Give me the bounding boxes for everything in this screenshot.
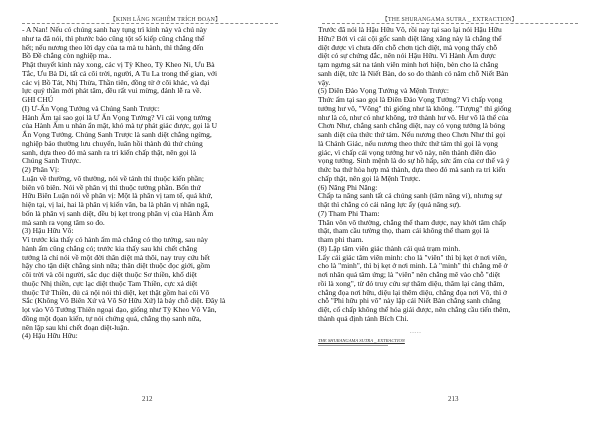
text-line: diệt, cố chấp không thể hóa giải được, nên chẳng cầu tiến thêm, [318,305,511,314]
text-line: thành quả định tánh Bích Chi. [318,313,409,323]
text-line: (2) Phân Vị: [22,165,60,174]
text-line: Lấy cái giác tâm viên minh: cho là "viên" thì bị kẹt ở nơi viên, [318,252,507,262]
right-page-number: 213 [448,395,459,403]
left-page-header: 【KINH LĂNG NGHIÊM TRÍCH ĐOẠN】 [110,17,221,23]
text-line: sanh diệt, tức là Niết Bàn, do so đo thành có năm chỗ Niết Bàn [318,68,509,78]
left-page-number: 212 [142,395,153,403]
header-divider [22,23,278,24]
text-line: Sắc (Không Vô Biên Xứ và Vô Sở Hữu Xứ) là bảy chỗ diệt. Đây là [22,296,226,306]
text-line: nên lập sau khi chết đoạn diệt-luận. [22,322,130,332]
text-line: (3) Hậu Hữu Vô: [22,226,74,236]
text-line: đồng một đọan kiến, tự nói chứng quả, chẳng thọ sanh nữa, [22,313,202,323]
text-line: Phật thuyết kinh này xong, các vị Tỳ Kheo, Tỳ Kheo Ni, Ưu Bà [22,60,215,69]
text-line: nghiệp báo thường lưu chuyển, luân hồi thành đủ thứ chúng [22,138,203,148]
text-line: biên vô biên. Nói về phân vị thì thuộc tướng phần. Bốn thứ [22,182,201,192]
text-line: như ta đã nói, thì phước báo cũng tột số kiếp cũng chẳng thể [22,33,205,43]
text-line: sanh diệt của thức thứ tám. Nếu nương theo Chơn Như thì gọi [318,130,506,139]
text-line: Vì trước kia thấy có hành ấm mà chẳng có thọ tưởng, sau này [22,235,208,244]
text-line: lực quỷ thần mới phát tâm, đều rất vui mừng, đảnh lễ ra về. [22,86,202,96]
text-line: chấp thật, nên gọi là Mệnh Trược. [318,173,421,183]
text-line: như là có, như có như không, trở thành hư vô. Hư vô là thể của [318,112,509,122]
text-line: lọt vào Vô Tướng Thiên ngoại đạo, giống như Tỳ Kheo Vô Văn, [22,305,217,314]
right-page-header: 【THE SHURANGAMA SUTRA _ EXTRACTION】 [382,17,518,23]
text-line: tướng là chỉ nói về một đời thân diệt mà thôi, nay truy cứu hết [22,252,210,262]
text-line: tạm ngưng sát na tánh viên minh hơi hiện, bèn cho là chẳng [318,60,499,69]
text-line: các vị Bồ Tát, Nhị Thừa, Thần tiên, đồng tử ở cõi khác, và đại [22,77,210,87]
text-line: cõi trời và cõi người, sắc dục diệt thuộc Sơ thiền, khổ diệt [22,270,197,279]
text-line: là Chánh Giác, nếu nương theo thức thứ tám thì gọi là vọng [318,138,498,148]
text-line: (8) Lập tâm viên giác thành cái quả trạm minh. [318,243,461,253]
text-line: Ẩn Vọng Tưởng. Chúng Sanh Trược là sanh diệt chẳng ngừng, [22,130,212,139]
text-line: nơi nhân quả tâm ứng; là "viên" nên chẳng mê vào chỗ "diệt [318,270,501,279]
text-line: Tắc, Ưu Bà Di, tất cả cõi trời, người, A Tu La trong thế gian, với [22,68,218,78]
text-line: (4) Hậu Hữu Hữu: [22,331,78,341]
text-line: của Hành Ấm u nhàn ẩn mật, khó mà tự phát giác được, gọi là U [22,121,218,131]
text-line: Thức ấm tại sao gọi là Điên Đảo Vọng Tưởng? Vì chấp vọng [318,95,503,104]
text-line: Chơn Như, chẳng sanh chẳng diệt, nay có vọng tưởng là bóng [318,121,505,131]
text-line: tưởng hư vô, "Võng" thì giống như là không. "Tượng" thì giống [318,103,512,113]
text-line: Hữu? Bởi vì cái cội gốc sanh diệt lăng xăng này là chẳng thể [318,33,502,43]
text-line: chỗ "Phi hữu phi vô" này lập cái Niết Bàn chẳng sanh chẳng [318,296,501,306]
text-line: cho là "minh", thì bị kẹt ở nơi minh. Là "minh" thì chẳng mê ở [318,261,508,271]
text-line: hành ấm cũng chẳng có; trước kia thấy sau khi chết chẳng [22,243,198,253]
text-line: Luận về thường, vô thường, nói về tánh thì thuộc kiến phần; [22,173,204,183]
text-line: (5) Diên Đảo Vọng Tưởng và Mệnh Trược: [318,86,449,96]
text-line: vọng tưởng. Sinh mệnh là do sự hồ hấp, sức ấm của cơ thể và ý [318,156,510,166]
header-divider [322,23,578,24]
text-line: Chúng Sanh Trược. [22,156,82,166]
text-line: thuộc Nhị thiền, cực lạc diệt thuộc Tam Thiền, cực xả diệt [22,278,198,288]
text-line: hậy cho tận diệt chẳng sinh nữa; thân diệt thuộc đọc giới, gồm [22,261,211,271]
text-line: tham phi tham. [318,235,364,244]
right-page-body [318,26,580,324]
text-line: Hữu Biên Luận nói về phân vị: Một là phân vị tam tế, quá khứ, [22,191,213,201]
text-line: rồi là xong", từ đó truy cứu sự thâm diệu, thâm lại càng thâm, [318,278,505,288]
text-line: - A Nan! Nếu có chúng sanh hay tụng trì kinh này và chú này [22,25,207,34]
text-line: hiện tại, vị lai, hai là phân vị kiến văn, ba là phân vị nhân ngã, [22,200,210,209]
text-line: giác, vì chấp cái vọng tưởng hư võ này, nên thành điên đảo [318,147,497,157]
text-line: Hành Ấm tại sao gọi là Ư Ấn Vọng Tưởng? Vì cái vọng tưởng [22,112,212,122]
text-line: Trước đã nói là Hậu Hữu Vô, rồi nay tại sao lại nói Hậu Hữu [318,25,502,34]
right-page [300,0,600,424]
text-line: vậy. [318,77,331,87]
left-page-body [22,26,278,341]
text-line: sanh, dựa theo đó mà sanh ra tri kiến chấp thật, nên gọi là [22,147,197,157]
text-line: diệt được vì chưa đến chỗ chơn tịch diệt, mà vọng thấy chỗ [318,42,497,52]
text-line: (7) Tham Phi Tham: [318,208,380,218]
text-line: chẳng đọa nơi hữu, diệu lại thêm diệu, chẳng đọa nơi Vô, thì ở [318,287,508,297]
footer-note-divider [318,345,388,346]
text-line: thật thì chẳng có cái năng lực ấy (quả năng sự). [318,200,461,209]
text-line: Thân võn võ thường, chẳng thể tham được, nay khởi tâm chấp [318,217,507,227]
text-line: mà sanh ra vọng tâm so đo. [22,217,105,227]
text-line: diệt có sự chứng đắc, nên nói Hậu Hữu. Vì Hành Ấm được [318,51,496,61]
text-line: (I) Ư-Ấn Vọng Tưởng và Chúng Sanh Trược: [22,103,160,113]
text-line: GHI CHÚ [22,95,54,104]
text-line: thật, tham cầu tường thọ, tham cái không thể tham gọi là [318,226,489,236]
text-line: thức ba thứ hòa hợp mà thành, dựa theo đó mà sanh ra tri kiến [318,165,506,174]
text-line: hết; nếu nương theo lời dạy của ta mà tu hành, thì thẳng đến [22,42,204,52]
text-line: Bồ Đề chẳng còn nghiệp ma.. [22,51,112,61]
text-line: bốn là phân vị sanh diệt, đều bị kẹt trong phân vị của Hành Ấm [22,208,214,218]
text-line: (6) Năng Phi Năng: [318,182,378,192]
end-mark: - - - - - [410,330,421,335]
text-line: Chấp ta năng sanh tất cả chúng sanh (tâm năng vi), nhưng sự [318,191,503,201]
text-line: thuộc Tứ Thiền, đủ cả nội nói thì diệt, kẹt thật gồm hai cõi Vô [22,287,210,297]
footer-note: THE SHURANGAMA SUTRA _ EXTRACTION [318,338,405,343]
